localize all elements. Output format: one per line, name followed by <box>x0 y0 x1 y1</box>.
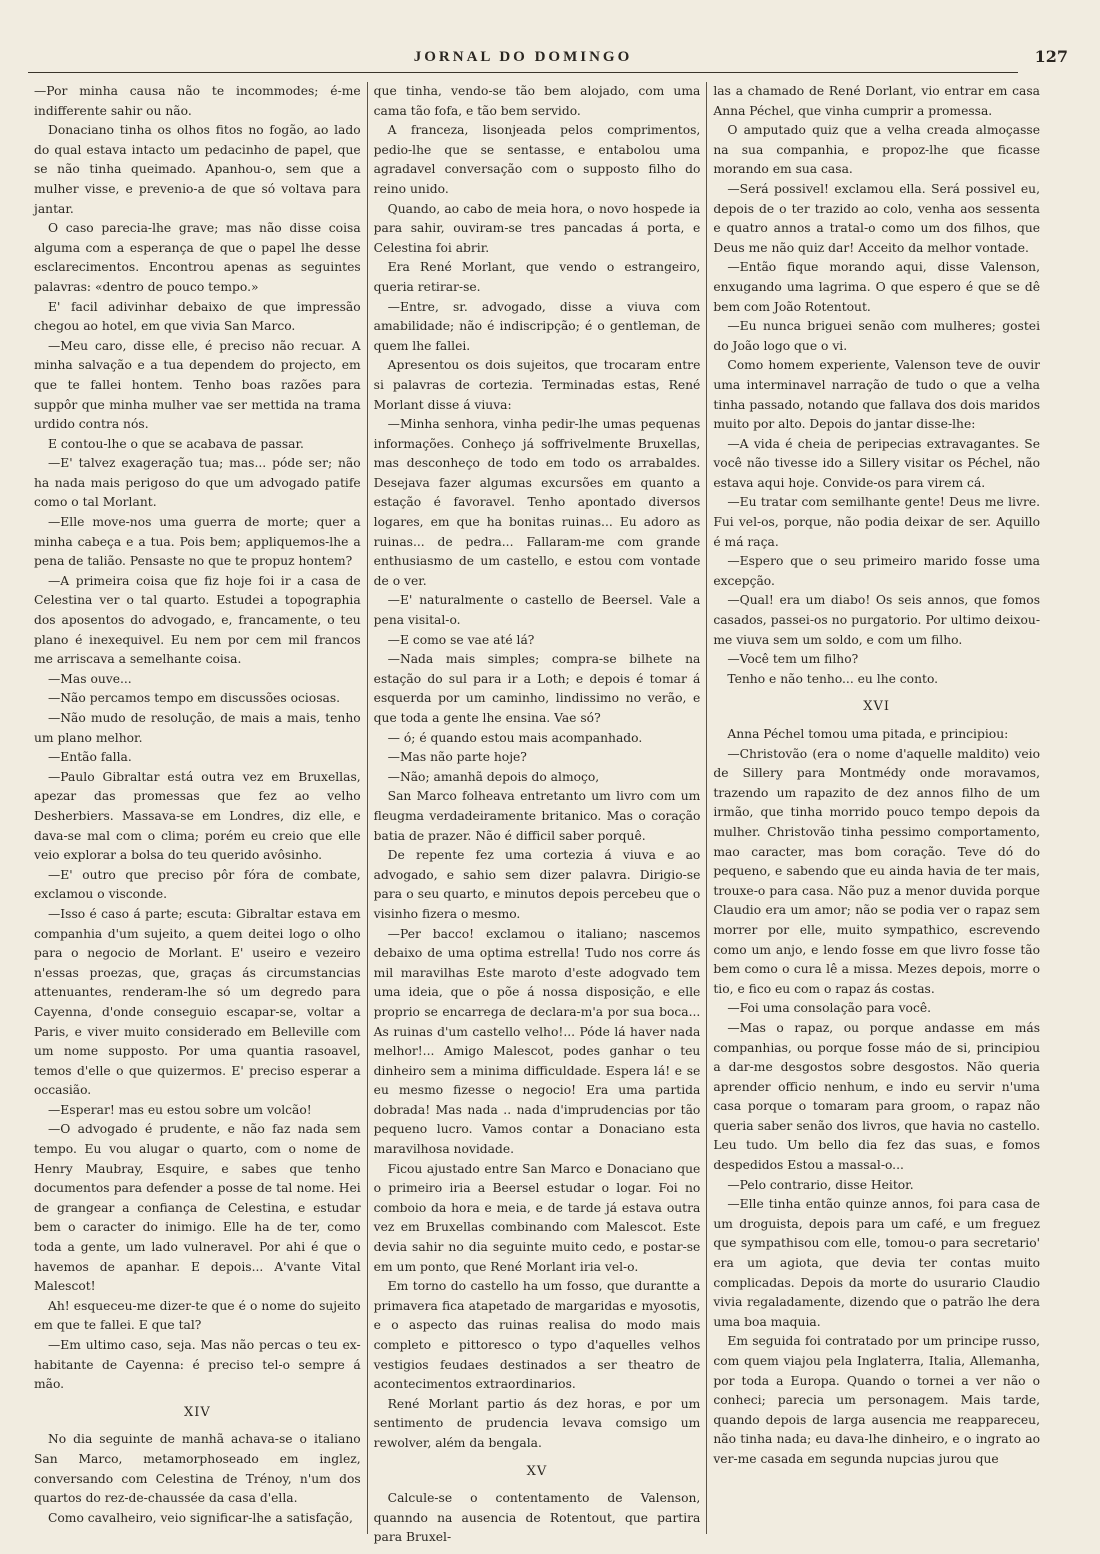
paragraph: E' facil adivinhar debaixo de que impressão chegou ao hotel, em que vivia San Marco. <box>34 299 361 334</box>
paragraph: Como homem experiente, Valenson teve de ouvir uma interminavel narração de tudo o que a velha tinha passado, notando que fallava dos dois maridos muito por alto. Depois do jantar disse-lhe: <box>713 358 1041 432</box>
paragraph: —Minha senhora, vinha pedir-lhe umas pequenas informações. Conheço já soffrivelmente Bruxellas, mas desconheço de todo em todo os arrabaldes. Desejava fazer algumas excursões em quanto a estação é favoravel. Tenho apontado diversos logares, em que ha bonitas ruinas... Eu adoro as ruinas... de pedra... Fallaram-me com grande enthusiasmo de um castello, e estou com vontade de o ver. <box>373 417 701 588</box>
column-1 <box>28 82 367 1534</box>
paragraph: Ah! esqueceu-me dizer-te que é o nome do sujeito em que te fallei. E que tal? <box>34 1298 361 1333</box>
paragraph: —Mas o rapaz, ou porque andasse em más companhias, ou porque fosse máo de si, principiou a dar-me desgostos sobre desgostos. Não queria aprender officio nenhum, e indo eu servir n'uma casa porque o tomaram para groom, o rapaz não queria saber senão dos livros, que havia no castello. Leu tudo. Um bello dia fez das suas, e fomos despedidos Estou a massal-o... <box>713 1020 1041 1173</box>
text-columns <box>28 82 1046 1545</box>
paragraph: —Será possivel! exclamou ella. Será possivel eu, depois de o ter trazido ao colo, venha aos sessenta e quatro annos a tratal-o como um dos filhos, que Deus me não quiz dar! Acceito da melhor vontade. <box>713 181 1041 255</box>
paragraph: A franceza, lisonjeada pelos comprimentos, pedio-lhe que se sentasse, e entabolou uma agradavel conversação com o supposto filho do reino unido. <box>373 123 701 196</box>
paragraph: —Então fique morando aqui, disse Valenson, enxugando uma lagrima. O que espero é que se dê bem com João Rotentout. <box>713 260 1041 314</box>
column-3 <box>706 82 1046 1534</box>
paragraph: —Entre, sr. advogado, disse a viuva com amabilidade; não é indiscripção; é o gentleman, de quem lhe fallei. <box>373 299 701 353</box>
paragraph: Quando, ao cabo de meia hora, o novo hospede ia para sahir, ouviram-se tres pancadas á porta, e Celestina foi abrir. <box>373 201 701 255</box>
paragraph: Calcule-se o contentamento de Valenson, quanndo na ausencia de Rotentout, que partira para Bruxel- <box>373 1491 701 1545</box>
paragraph: —O advogado é prudente, e não faz nada sem tempo. Eu vou alugar o quarto, com o nome de Henry Maubray, Esquire, e sabes que tenho documentos para defender a posse de tal nome. Hei de grangear a confiança de Celestina, e estudar bem o caracter do inimigo. Elle ha de ter, como toda a gente, um lado vulneravel. Por ahi é que o havemos de apanhar. E depois... A'vante Vital Malescot! <box>34 1122 361 1294</box>
paragraph: —Você tem um filho? <box>727 652 859 667</box>
paragraph: —E' talvez exageração tua; mas... póde ser; não ha nada mais perigoso do que um advogado patife como o tal Morlant. <box>34 456 361 510</box>
page-number: 127 <box>1034 47 1068 66</box>
chapter-heading: XV <box>526 1463 548 1479</box>
paragraph: —Nada mais simples; compra-se bilhete na estação do sul para ir a Loth; e depois é tomar á esquerda por um caminho, lindissimo no verão, e que toda a gente lhe ensina. Vae só? <box>373 652 701 725</box>
paragraph: No dia seguinte de manhã achava-se o italiano San Marco, metamorphoseado em inglez, conversando com Celestina de Trénoy, n'um dos quartos do rez-de-chaussée da casa d'ella. <box>34 1432 361 1506</box>
paragraph: E contou-lhe o que se acabava de passar. <box>48 436 304 451</box>
paragraph: —Per bacco! exclamou o italiano; nascemos debaixo de uma optima estrella! Tudo nos corre ás mil maravilhas Este maroto d'este adogvado tem uma ideia, que o põe á nossa disposição, e elle proprio se encarrega de declara-m'a por sua boca... As ruinas d'um castello velho!... Póde lá haver nada melhor!... Amigo Malescot, podes ganhar o teu dinheiro sem a minima difficuldade. Espera lá! e se eu mesmo fizesse o negocio! Era uma partida dobrada! Mas nada .. nada d'imprudencias por tão pequeno lucro. Vamos contar a Donaciano esta maravilhosa novidade. <box>373 926 701 1157</box>
paragraph: —Não mudo de resolução, de mais a mais, tenho um plano melhor. <box>34 711 361 745</box>
paragraph: —Pelo contrario, disse Heitor. <box>727 1177 914 1192</box>
paragraph: las a chamado de René Dorlant, vio entrar em casa Anna Péchel, que vinha cumprir a promessa. <box>713 84 1041 118</box>
paragraph: —E' outro que preciso pôr fóra de combate, exclamou o visconde. <box>34 867 361 902</box>
paragraph: —Isso é caso á parte; escuta: Gibraltar estava em companhia d'um sujeito, a quem deitei logo o olho para o negocio de Morlant. E' useiro e vezeiro n'essas proezas, que, graças ás circumstancias attenuantes, renderam-lhe só um degredo para Cayenna, d'onde conseguio escapar-se, voltar a Paris, e viver muito considerado em Belleville com um nome supposto. Por uma quantia rasoavel, temos d'elle o que quizermos. E' preciso esperar a occasião. <box>34 906 361 1098</box>
paragraph: Era René Morlant, que vendo o estrangeiro, queria retirar-se. <box>373 260 701 294</box>
paragraph: Tenho e não tenho... eu lhe conto. <box>727 671 939 686</box>
paragraph: —Mas não parte hoje? <box>387 750 527 765</box>
paragraph: O amputado quiz que a velha creada almoçasse na sua companhia, e propoz-lhe que ficasse morando em sua casa. <box>713 123 1041 177</box>
paragraph: —E como se vae até lá? <box>387 632 535 647</box>
paragraph: Como cavalheiro, veio significar-lhe a satisfação, <box>48 1510 353 1525</box>
paragraph: —Christovão (era o nome d'aquelle maldito) veio de Sillery para Montmédy onde moravamos, trazendo um rapazito de dez annos filho de um irmão, que tinha morrido pouco tempo depois da mulher. Christovão tinha pessimo comportamento, mao caracter, mas bom coração. Teve dó do pequeno, e sabendo que eu ainda havia de ter mais, trouxe-o para casa. Não puz a menor duvida porque Claudio era um amor; não se podia ver o rapaz sem morrer por elle, muito sympathico, escrevendo como um anjo, e lendo fosse em que livro fosse tão bem como o cura lê a missa. Mezes depois, morre o tio, e fico eu com o rapaz ás costas. <box>713 746 1041 996</box>
page-header <box>28 46 1068 73</box>
paragraph: —Então falla. <box>48 750 132 765</box>
paragraph: —Não; amanhã depois do almoço, <box>387 769 600 784</box>
paragraph: Apresentou os dois sujeitos, que trocaram entre si palavras de cortezia. Terminadas estas, René Morlant disse á viuva: <box>373 358 701 412</box>
paragraph: —A vida é cheia de peripecias extravagantes. Se você não tivesse ido a Sillery visitar os Péchel, não estava aqui hoje. Convide-os para virem cá. <box>713 436 1041 490</box>
chapter-heading: XVI <box>863 699 891 715</box>
chapter-heading: XIV <box>183 1404 211 1420</box>
paragraph: —Espero que o seu primeiro marido fosse uma excepção. <box>713 554 1041 588</box>
paragraph: —Por minha causa não te incommodes; é-me indifferente sahir ou não. <box>34 84 361 118</box>
paragraph: —Eu nunca briguei senão com mulheres; gostei do João logo que o vi. <box>713 319 1041 353</box>
paragraph: —Meu caro, disse elle, é preciso não recuar. A minha salvação e a tua dependem do projecto, em que te fallei hontem. Tenho boas razões para suppôr que minha mulher vae ser mettida na trama urdido contra nós. <box>34 338 361 432</box>
column-2 <box>367 82 707 1545</box>
paragraph: —E' naturalmente o castello de Beersel. Vale a pena visital-o. <box>373 593 701 628</box>
paragraph: —Elle tinha então quinze annos, foi para casa de um droguista, depois para um café, e um freguez que sympathisou com elle, tomou-o para secretario' era um agiota, que devia ter contas muito complicadas. Depois da morte do usurario Claudio vivia regaladamente, dizendo que o patrão lhe dera uma boa maquia. <box>713 1197 1041 1329</box>
paragraph: — ó; é quando estou mais acompanhado. <box>387 730 643 745</box>
paragraph: O caso parecia-lhe grave; mas não disse coisa alguma com a esperança de que o papel lhe desse esclarecimentos. Encontrou apenas as seguintes palavras: «dentro de pouco tempo.» <box>34 221 361 294</box>
paragraph: —A primeira coisa que fiz hoje foi ir a casa de Celestina ver o tal quarto. Estudei a topographia dos aposentos do advogado, e, francamente, o teu plano é inexequivel. Eu nem por cem mil francos me arriscava a semelhante coisa. <box>34 573 361 667</box>
paragraph: Donaciano tinha os olhos fitos no fogão, ao lado do qual estava intacto um pedacinho de papel, que se não tinha queimado. Apanhou-o, sem que a mulher visse, e prevenio-a de que só voltava para jantar. <box>34 123 361 216</box>
paragraph: —Elle move-nos uma guerra de morte; quer a minha cabeça e a tua. Pois bem; appliquemos-lhe a pena de talião. Pensaste no que te propuz hontem? <box>34 515 361 569</box>
paragraph: —Qual! era um diabo! Os seis annos, que fomos casados, passei-os no purgatorio. Por ultimo deixou-me viuva sem um soldo, e com um filho. <box>713 593 1041 647</box>
paragraph: De repente fez uma cortezia á viuva e ao advogado, e sahio sem dizer palavra. Dirigio-se para o seu quarto, e minutos depois percebeu que o visinho fizera o mesmo. <box>373 848 701 921</box>
paragraph: Em seguida foi contratado por um principe russo, com quem viajou pela Inglaterra, Italia, Allemanha, por toda a Europa. Quando o tornei a ver não o conheci; parecia um personagem. Mais tarde, quando depois de larga ausencia me reappareceu, não tinha nada; eu dava-lhe dinheiro, e o ingrato ao ver-me casada em segunda nupcias jurou que <box>713 1334 1041 1466</box>
paragraph: —Mas ouve... <box>48 671 132 686</box>
paragraph: —Não percamos tempo em discussões ociosas. <box>48 691 341 706</box>
paragraph: San Marco folheava entretanto um livro com um fleugma verdadeiramente britanico. Mas o coração batia de prazer. Não é difficil saber porquê. <box>373 789 701 843</box>
paragraph: —Esperar! mas eu estou sobre um volcão! <box>48 1102 312 1117</box>
paragraph: René Morlant partio ás dez horas, e por um sentimento de prudencia levava comsigo um rewolver, além da bengala. <box>373 1396 701 1450</box>
paragraph: —Eu tratar com semilhante gente! Deus me livre. Fui vel-os, porque, não podia deixar de ser. Aquillo é má raça. <box>713 495 1041 549</box>
paragraph: —Em ultimo caso, seja. Mas não percas o teu ex-habitante de Cayenna: é preciso tel-o sempre á mão. <box>34 1338 361 1392</box>
journal-title: JORNAL DO DOMINGO <box>413 49 633 65</box>
paragraph: Em torno do castello ha um fosso, que durantte a primavera fica atapetado de margaridas e myosotis, e o aspecto das ruinas realisa do modo mais completo e pittoresco o typo d'aquelles velhos vestigios feudaes destinados a ser theatro de acontecimentos extraordinarios. <box>373 1279 701 1392</box>
paragraph: Anna Péchel tomou uma pitada, e principiou: <box>727 727 1009 741</box>
paragraph: —Foi uma consolação para você. <box>727 1001 932 1016</box>
paragraph: —Paulo Gibraltar está outra vez em Bruxellas, apezar das promessas que fez ao velho Desherbiers. Massava-se em Londres, diz elle, e dava-se mal com o clima; porém eu creio que elle veio explorar a bolsa do teu querido avôsinho. <box>34 769 361 863</box>
paragraph: Ficou ajustado entre San Marco e Donaciano que o primeiro iria a Beersel estudar o logar. Foi no comboio da hora e meia, e de tarde já estava outra vez em Bruxellas combinando com Malescot. Este devia sahir no dia seguinte muito cedo, e postar-se em um ponto, que René Morlant iria vel-o. <box>373 1161 701 1274</box>
paragraph: que tinha, vendo-se tão bem alojado, com uma cama tão fofa, e tão bem servido. <box>373 84 701 118</box>
